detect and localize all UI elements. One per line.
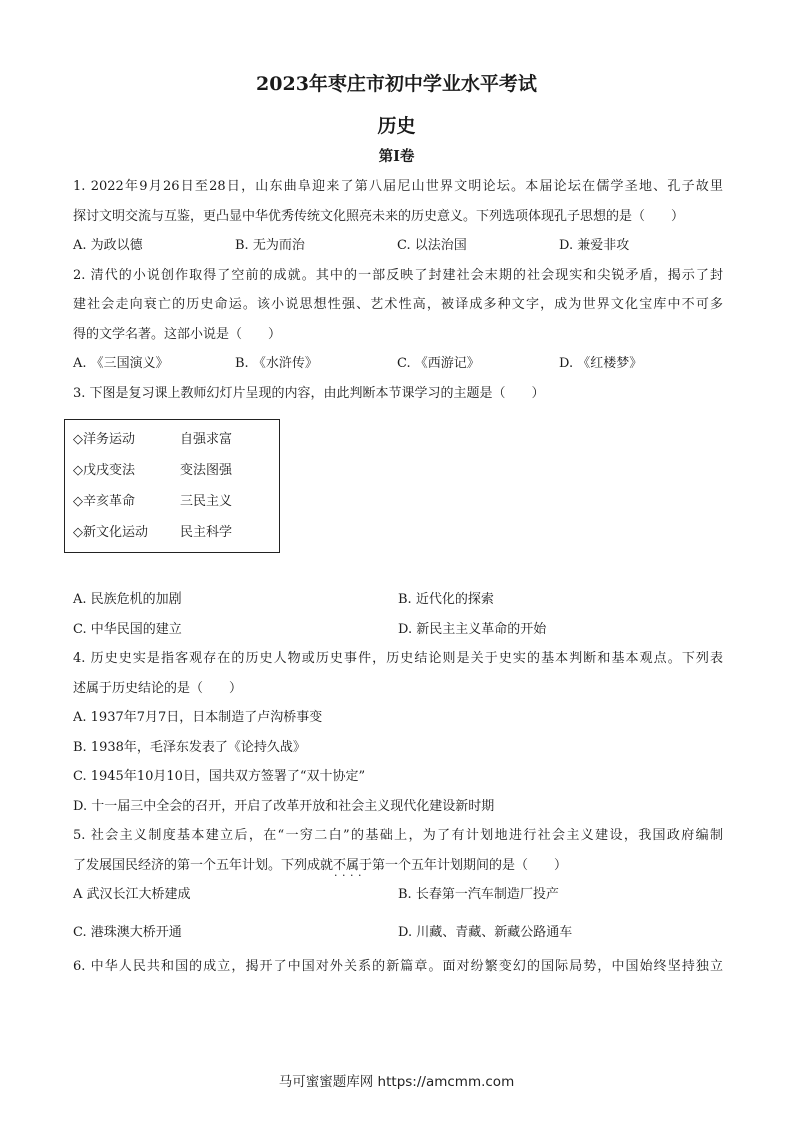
q6-stem-line-1: 6. 中华人民共和国的成立，揭开了中国对外关系的新篇章。面对纷繁变幻的国际局势，中国始终坚持独立 xyxy=(73,959,723,974)
slide-row xyxy=(73,430,232,450)
q1-option-d[interactable]: D. 兼爱非攻 xyxy=(559,238,630,253)
exam-title: 2023年枣庄市初中学业水平考试 xyxy=(256,73,537,95)
q5-option-a[interactable]: A 武汉长江大桥建成 xyxy=(73,887,191,902)
q5-option-b[interactable]: B. 长春第一汽车制造厂投产 xyxy=(398,887,559,902)
q1-stem-line-1: 1. 2022年9月26日至28日，山东曲阜迎来了第八届尼山世界文明论坛。本届论坛在儒学圣地、孔子故里 xyxy=(73,179,723,194)
q2-stem-line-1: 2. 清代的小说创作取得了空前的成就。其中的一部反映了封建社会末期的社会现实和尖锐矛盾，揭示了封 xyxy=(73,267,723,283)
q5-stem-line-1: 5. 社会主义制度基本建立后，在“一穷二白”的基础上，为了有计划地进行社会主义建设，我国政府编制 xyxy=(73,828,723,843)
slide-slogan: 三民主义 xyxy=(180,494,233,509)
q2-option-c[interactable]: C. 《西游记》 xyxy=(397,356,480,371)
q5-options-row-1 xyxy=(73,880,723,918)
q4-option-b[interactable]: B. 1938年，毛泽东发表了《论持久战》 xyxy=(73,739,306,755)
slide-slogan: 变法图强 xyxy=(180,463,233,478)
q3-option-c[interactable]: C. 中华民国的建立 xyxy=(73,621,182,637)
q5-stem-before: 了发展国民经济的第一个五年计划。下列成就 xyxy=(73,857,334,873)
q3-option-d[interactable]: D. 新民主主义革命的开始 xyxy=(398,621,547,637)
q2-options xyxy=(73,349,723,379)
slide-row xyxy=(73,492,232,512)
q4-stem-line-1: 4. 历史史实是指客观存在的历史人物或历史事件，历史结论则是关于史实的基本判断和基本观点。下列表 xyxy=(73,651,723,666)
slide-event: ◇辛亥革命 xyxy=(73,494,135,509)
q3-stem-line-1: 3. 下图是复习课上教师幻灯片呈现的内容，由此判断本节课学习的主题是（ ） xyxy=(73,385,545,401)
slide-row xyxy=(73,461,232,481)
q1-option-b[interactable]: B. 无为而治 xyxy=(235,238,305,253)
slide-event: ◇洋务运动 xyxy=(73,432,135,447)
subject-title: 历史 xyxy=(377,115,416,137)
q3-option-b[interactable]: B. 近代化的探索 xyxy=(398,592,494,607)
q5-options-row-2 xyxy=(73,918,723,952)
slide-slogan: 民主科学 xyxy=(180,525,233,540)
q5-stem-line-2 xyxy=(73,851,723,881)
slide-row xyxy=(73,523,232,543)
q4-stem-line-2: 述属于历史结论的是（ ） xyxy=(73,680,243,696)
slide-slogan: 自强求富 xyxy=(180,432,233,447)
section-title: 第Ⅰ卷 xyxy=(378,148,415,165)
q5-stem-after: 第一个五年计划期间的是（ ） xyxy=(372,857,568,873)
slide-content-box xyxy=(64,419,280,553)
q5-option-d[interactable]: D. 川藏、青藏、新藏公路通车 xyxy=(398,925,573,940)
slide-event: ◇新文化运动 xyxy=(73,525,148,540)
q2-option-b[interactable]: B. 《水浒传》 xyxy=(235,356,318,371)
q3-option-a[interactable]: A. 民族危机的加剧 xyxy=(73,592,182,607)
q4-option-a[interactable]: A. 1937年7月7日，日本制造了卢沟桥事变 xyxy=(73,710,323,725)
q5-emphasis-not: 不属于 · · · · xyxy=(333,858,372,873)
q1-stem-line-2: 探讨文明交流与互鉴，更凸显中华优秀传统文化照亮未来的历史意义。下列选项体现孔子思想的是（ ） xyxy=(73,208,685,224)
q5-option-c[interactable]: C. 港珠澳大桥开通 xyxy=(73,925,182,940)
q4-option-c[interactable]: C. 1945年10月10日，国共双方签署了“双十协定” xyxy=(73,769,366,784)
slide-event: ◇戊戌变法 xyxy=(73,463,135,478)
q3-options-row-1 xyxy=(73,585,723,615)
q1-options xyxy=(73,231,723,261)
q1-option-a[interactable]: A. 为政以德 xyxy=(73,238,143,253)
question-list xyxy=(73,172,723,982)
q2-option-d[interactable]: D. 《红楼梦》 xyxy=(559,356,643,371)
q2-option-a[interactable]: A. 《三国演义》 xyxy=(73,356,169,371)
q4-option-d[interactable]: D. 十一届三中全会的召开，开启了改革开放和社会主义现代化建设新时期 xyxy=(73,798,495,814)
q1-option-c[interactable]: C. 以法治国 xyxy=(397,238,467,253)
footer-watermark: 马可蜜蜜题库网 https://amcmm.com xyxy=(278,1074,515,1090)
q2-stem-line-3: 得的文学名著。这部小说是（ ） xyxy=(73,326,282,342)
q3-options-row-2 xyxy=(73,615,723,645)
q2-stem-line-2: 建社会走向衰亡的历史命运。该小说思想性强、艺术性高，被译成多种文字，成为世界文化宝库中不可多 xyxy=(73,297,723,312)
